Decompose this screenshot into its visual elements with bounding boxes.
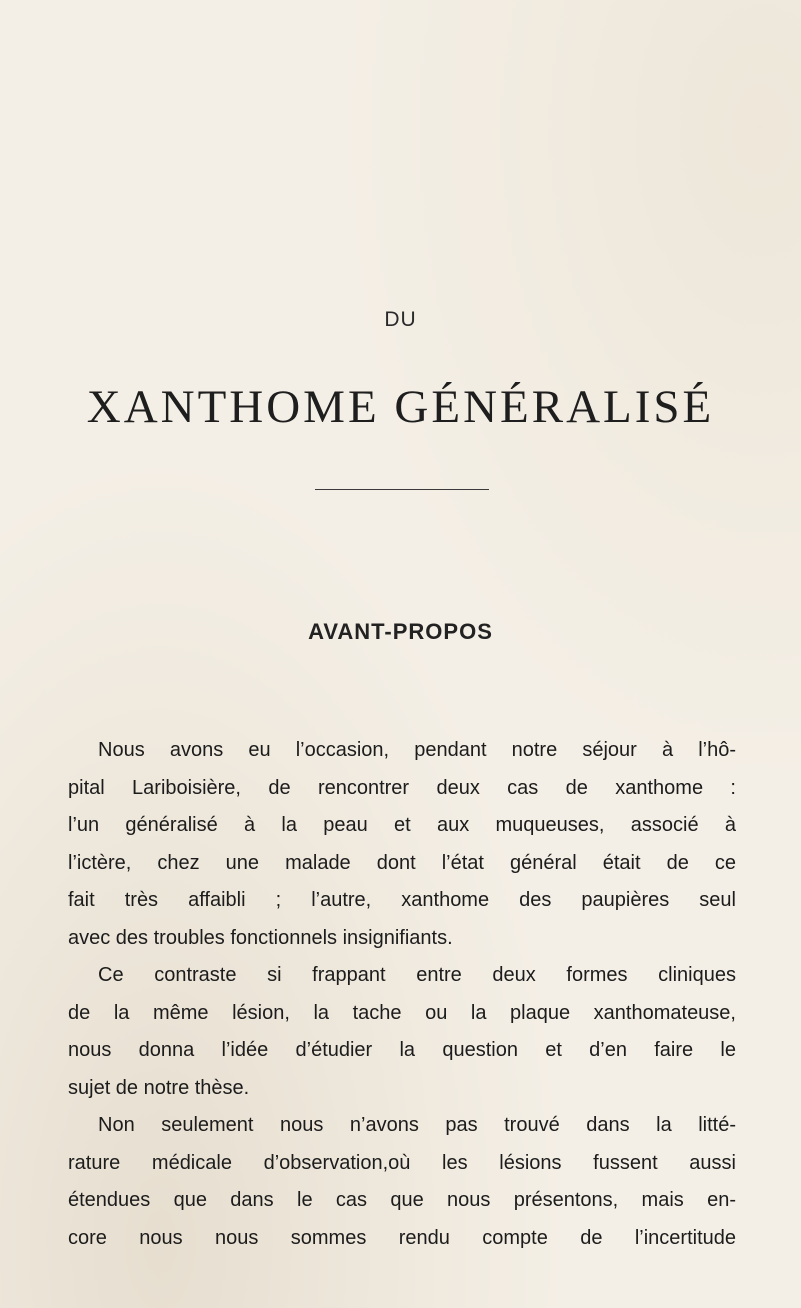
- body-text: [68, 732, 736, 1257]
- text-line: fait très affaibli ; l’autre, xanthome des paupières seul: [68, 889, 736, 911]
- text-line: Ce contraste si frappant entre deux formes cliniques: [98, 964, 736, 986]
- text-line: sujet de notre thèse.: [68, 1076, 250, 1099]
- text-line: l’ictère, chez une malade dont l’état général était de ce: [68, 851, 736, 874]
- text-line: Non seulement nous n’avons pas trouvé dans la litté-: [98, 1114, 736, 1136]
- text-line: core nous nous sommes rendu compte de l’incertitude: [68, 1226, 736, 1249]
- section-heading: AVANT-PROPOS: [308, 619, 493, 644]
- text-line: de la même lésion, la tache ou la plaque xanthomateuse,: [68, 1001, 736, 1024]
- text-line: pital Lariboisière, de rencontrer deux cas de xanthome :: [68, 776, 736, 799]
- text-line: avec des troubles fonctionnels insignifiants.: [68, 926, 453, 949]
- text-line: l’un généralisé à la peau et aux muqueuses, associé à: [68, 814, 736, 836]
- text-line: nous donna l’idée d’étudier la question et d’en faire le: [68, 1039, 736, 1061]
- text-line: rature médicale d’observation,où les lésions fussent aussi: [68, 1151, 736, 1174]
- text-line: étendues que dans le cas que nous présentons, mais en-: [68, 1189, 736, 1211]
- title-divider: [315, 489, 489, 490]
- page-title: XANTHOME GÉNÉRALISÉ: [86, 381, 715, 433]
- title-preposition: DU: [384, 308, 417, 331]
- text-line: Nous avons eu l’occasion, pendant notre séjour à l’hô-: [98, 739, 736, 761]
